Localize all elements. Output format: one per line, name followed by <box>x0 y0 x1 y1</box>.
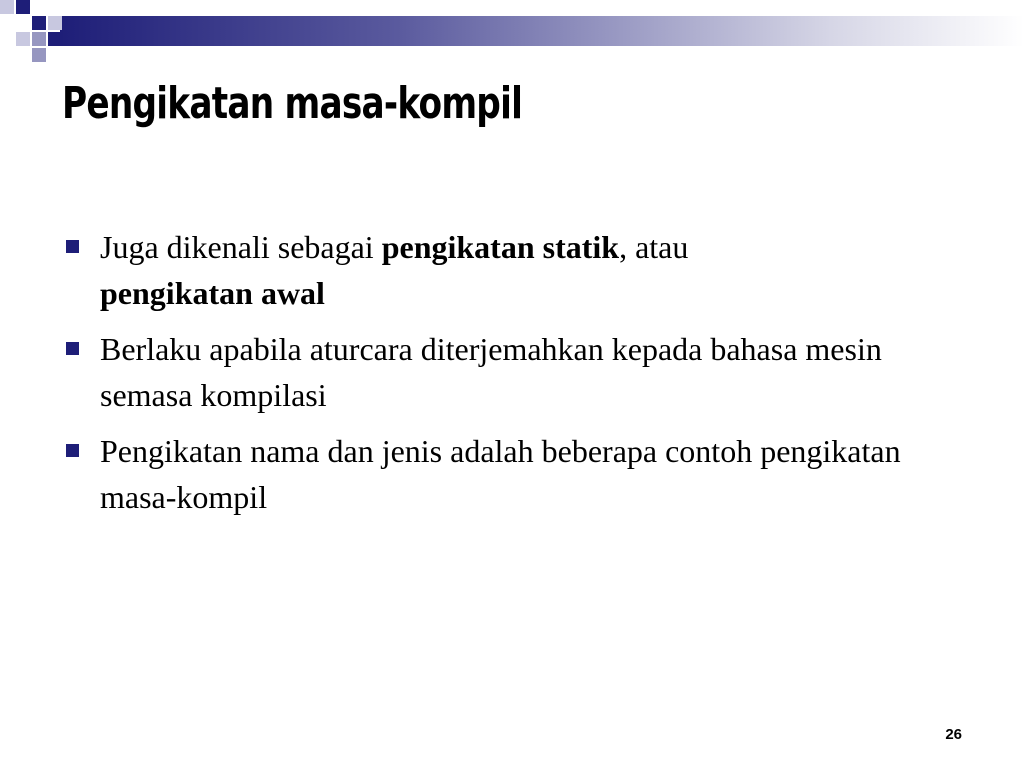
square-bullet-icon <box>66 240 79 253</box>
page-number: 26 <box>945 726 962 743</box>
bullet-bold-text: pengikatan awal <box>100 275 325 311</box>
square-bullet-icon <box>66 342 79 355</box>
header-squares-decoration <box>0 0 90 64</box>
bullet-text: , atau <box>619 229 689 265</box>
square-bullet-icon <box>66 444 79 457</box>
bullet-text: Berlaku apabila aturcara diterjemahkan kepada bahasa mesin semasa kompilasi <box>100 331 882 413</box>
bullet-text: Juga dikenali sebagai <box>100 229 382 265</box>
bullet-item <box>64 224 964 316</box>
bullet-bold-text: pengikatan statik <box>381 229 620 265</box>
bullet-list <box>64 224 964 530</box>
bullet-item <box>64 326 964 418</box>
bullet-item <box>64 428 964 520</box>
header-gradient-bar <box>60 16 1024 46</box>
bullet-text: Pengikatan nama dan jenis adalah beberapa contoh pengikatan masa-kompil <box>100 433 901 515</box>
slide-title: Pengikatan masa-kompil <box>62 78 523 129</box>
